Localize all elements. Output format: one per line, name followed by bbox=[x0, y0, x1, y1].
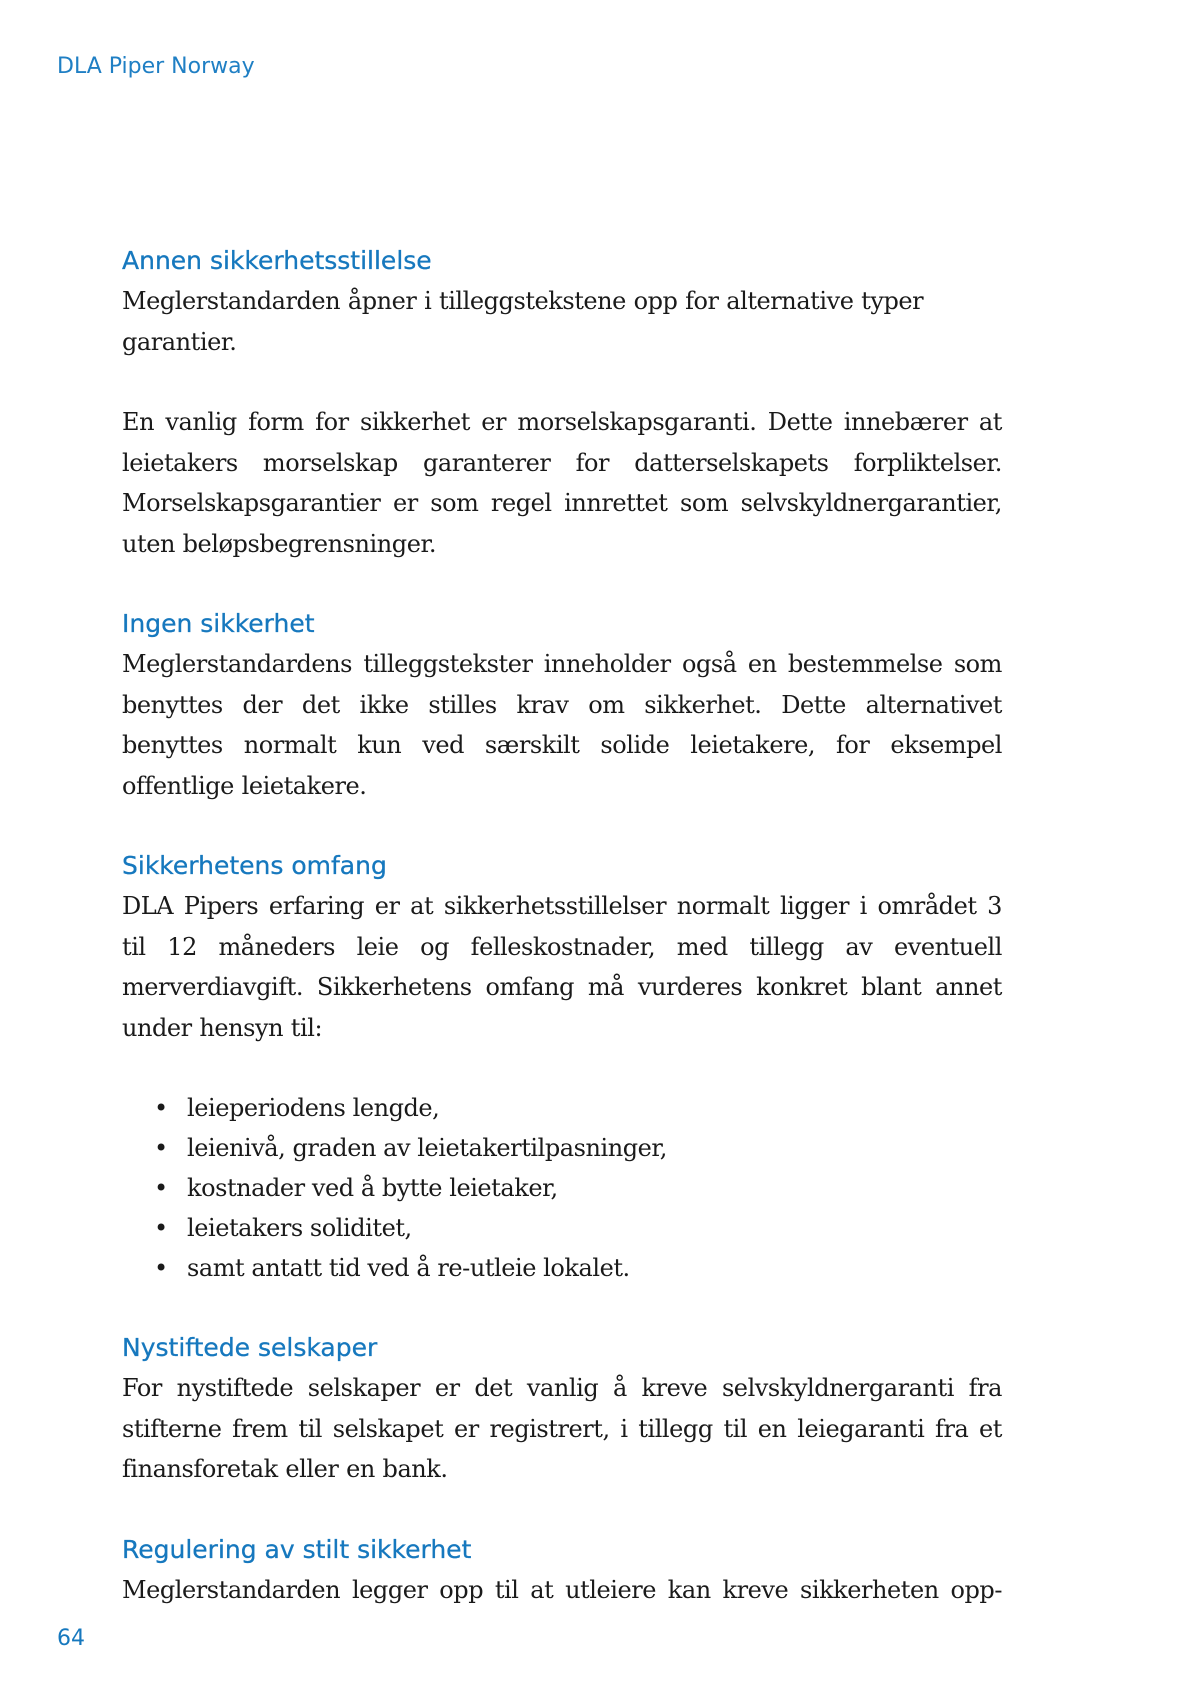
spacer bbox=[122, 1288, 1002, 1328]
bullet-icon: • bbox=[154, 1174, 168, 1202]
spacer bbox=[122, 806, 1002, 846]
page-number: 64 bbox=[57, 1626, 85, 1651]
section-heading: Sikkerhetens omfang bbox=[122, 851, 387, 880]
paragraph: Meglerstandarden legger opp til at utleiere kan kreve sikkerheten opp- bbox=[122, 1575, 1002, 1604]
bullet-icon: • bbox=[154, 1134, 168, 1162]
spacer bbox=[122, 1490, 1002, 1530]
list-item-text: kostnader ved å bytte leietaker, bbox=[187, 1174, 558, 1202]
list-item-text: samt antatt tid ved å re-utleie lokalet. bbox=[187, 1254, 630, 1282]
list-item bbox=[122, 1248, 1002, 1288]
section-heading: Regulering av stilt sikkerhet bbox=[122, 1534, 472, 1564]
spacer bbox=[122, 564, 1002, 604]
list-item bbox=[122, 1128, 1002, 1168]
list-item-text: leietakers soliditet, bbox=[187, 1214, 412, 1242]
section-heading: Nystiftede selskaper bbox=[122, 1333, 378, 1362]
bullet-icon: • bbox=[154, 1214, 168, 1242]
paragraph: Meglerstandarden åpner i tilleggstekstene opp for alternative typer garantier. bbox=[122, 287, 924, 356]
paragraph: DLA Pipers erfaring er at sikkerhetsstillelser normalt ligger i området 3 til 12 måneders leie og felleskostnader, med tillegg av eventuell merverdiavgift. Sikkerhetens omfang må vurderes konkret blant annet under hensyn til: bbox=[122, 892, 1002, 1042]
list-item bbox=[122, 1088, 1002, 1128]
bullet-icon: • bbox=[154, 1094, 168, 1122]
bullet-icon: • bbox=[154, 1254, 168, 1282]
section-heading: Annen sikkerhetsstillelse bbox=[122, 246, 432, 275]
list-item bbox=[122, 1168, 1002, 1208]
running-header: DLA Piper Norway bbox=[57, 54, 255, 79]
list-item-text: leieperiodens lengde, bbox=[187, 1094, 440, 1122]
page-content bbox=[122, 241, 1002, 1610]
list-item-text: leienivå, graden av leietakertilpasninger, bbox=[187, 1134, 667, 1162]
list-item bbox=[122, 1208, 1002, 1248]
section-heading: Ingen sikkerhet bbox=[122, 609, 315, 638]
spacer bbox=[122, 362, 1002, 402]
paragraph: For nystiftede selskaper er det vanlig å kreve selvskyldnergaranti fra stifterne frem til selskapet er registrert, i tillegg til en leiegaranti fra et finansforetak eller en bank. bbox=[122, 1374, 1002, 1483]
bullet-list bbox=[122, 1088, 1002, 1288]
spacer bbox=[122, 1048, 1002, 1088]
paragraph: Meglerstandardens tilleggstekster inneholder også en bestemmelse som benyttes der det ikke stilles krav om sikkerhet. Dette alternativet benyttes normalt kun ved særskilt solide leietakere, for eksempel offentlige leietakere. bbox=[122, 650, 1002, 800]
paragraph: En vanlig form for sikkerhet er morselskapsgaranti. Dette innebærer at leietakers morselskap garanterer for datterselskapets forpliktelser. Morselskapsgarantier er som regel innrettet som selvskyldnergarantier, uten beløpsbegrensninger. bbox=[122, 408, 1002, 558]
